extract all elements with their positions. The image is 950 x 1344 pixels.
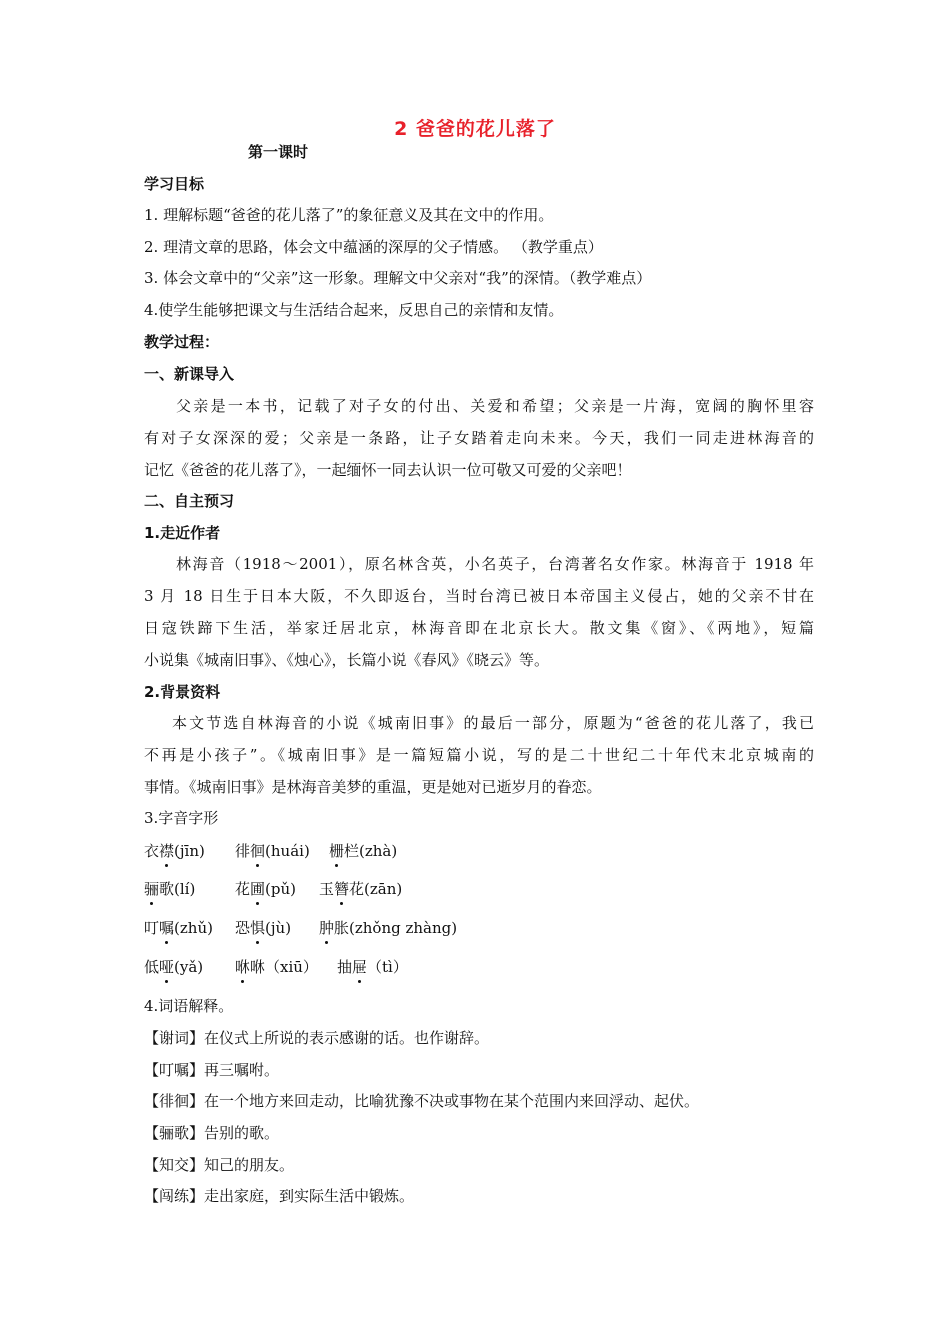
vocab-entry: 衣襟(jīn): [144, 842, 205, 860]
intro-paragraph-line: 父亲是一本书，记载了对子女的付出、关爱和希望；父亲是一片海，宽阔的胸怀里容: [176, 397, 814, 415]
intro-paragraph-line: 有对子女深深的爱；父亲是一条路，让子女踏着走向未来。今天，我们一同走进林海音的: [144, 429, 814, 447]
author-paragraph-line: 日寇铁蹄下生活，举家迁居北京，林海音即在北京长大。散文集《窗》、《两地》，短篇: [144, 619, 814, 637]
vocab-entry: 栅栏(zhà): [329, 842, 398, 860]
vocab-entry: 恐惧(jù): [235, 919, 292, 937]
author-heading: 1.走近作者: [144, 524, 221, 542]
vocab-entry: 花圃(pǔ): [235, 880, 296, 898]
glossary-item: 【谢词】在仪式上所说的表示感谢的话。也作谢辞。: [144, 1029, 490, 1047]
vocab-entry: 徘徊(huái): [235, 842, 310, 860]
background-paragraph-line: 事情。《城南旧事》是林海音美梦的重温，更是她对已逝岁月的眷恋。: [144, 778, 602, 796]
intro-paragraph-line: 记忆《爸爸的花儿落了》，一起缅怀一同去认识一位可敬又可爱的父亲吧！: [144, 461, 632, 479]
objective-item: 4.使学生能够把课文与生活结合起来，反思自己的亲情和友情。: [144, 301, 564, 319]
background-heading: 2.背景资料: [144, 683, 221, 701]
process-heading: 教学过程：: [144, 333, 220, 351]
pronunciation-heading: 3.字音字形: [144, 809, 219, 827]
lesson-label: 第一课时: [248, 143, 309, 161]
vocab-entry: 玉簪花(zān): [319, 880, 403, 898]
glossary-heading: 4.词语解释。: [144, 997, 234, 1015]
glossary-item: 【徘徊】在一个地方来回走动，比喻犹豫不决或事物在某个范围内来回浮动、起伏。: [144, 1092, 700, 1110]
glossary-item: 【闯练】走出家庭，到实际生活中锻炼。: [144, 1187, 415, 1205]
vocab-entry: 叮嘱(zhǔ): [144, 919, 213, 937]
glossary-item: 【知交】知己的朋友。: [144, 1156, 295, 1174]
author-paragraph-line: 3 月 18 日生于日本大阪，不久即返台，当时台湾已被日本帝国主义侵占，她的父亲不甘在: [144, 587, 814, 605]
author-paragraph-line: 林海音（1918～2001），原名林含英，小名英子，台湾著名女作家。林海音于 1918 年: [176, 555, 814, 573]
glossary-item: 【叮嘱】再三嘱咐。: [144, 1061, 280, 1079]
objective-item: 3. 体会文章中的“父亲”这一形象。理解文中父亲对“我”的深情。（教学难点）: [144, 269, 652, 287]
intro-heading: 一、新课导入: [144, 365, 235, 383]
vocab-entry: 抽屉（tì）: [337, 958, 408, 976]
glossary-item: 【骊歌】告别的歌。: [144, 1124, 280, 1142]
vocab-entry: 骊歌(lí): [144, 880, 196, 898]
page-title: 2 爸爸的花儿落了: [394, 118, 556, 140]
preview-heading: 二、自主预习: [144, 492, 235, 510]
vocab-entry: 咻咻（xiū）: [235, 958, 318, 976]
vocab-entry: 肿胀(zhǒng zhàng): [319, 919, 458, 937]
objectives-heading: 学习目标: [144, 175, 205, 193]
objective-item: 2. 理清文章的思路，体会文中蕴涵的深厚的父子情感。 （教学重点）: [144, 238, 603, 256]
vocab-entry: 低哑(yǎ): [144, 958, 204, 976]
objective-item: 1. 理解标题“爸爸的花儿落了”的象征意义及其在文中的作用。: [144, 206, 554, 224]
background-paragraph-line: 本文节选自林海音的小说《城南旧事》的最后一部分，原题为“爸爸的花儿落了，我已: [172, 714, 814, 732]
background-paragraph-line: 不再是小孩子”。《城南旧事》是一篇短篇小说，写的是二十世纪二十年代末北京城南的: [144, 746, 814, 764]
author-paragraph-line: 小说集《城南旧事》、《烛心》，长篇小说《春风》《晓云》等。: [144, 651, 550, 669]
